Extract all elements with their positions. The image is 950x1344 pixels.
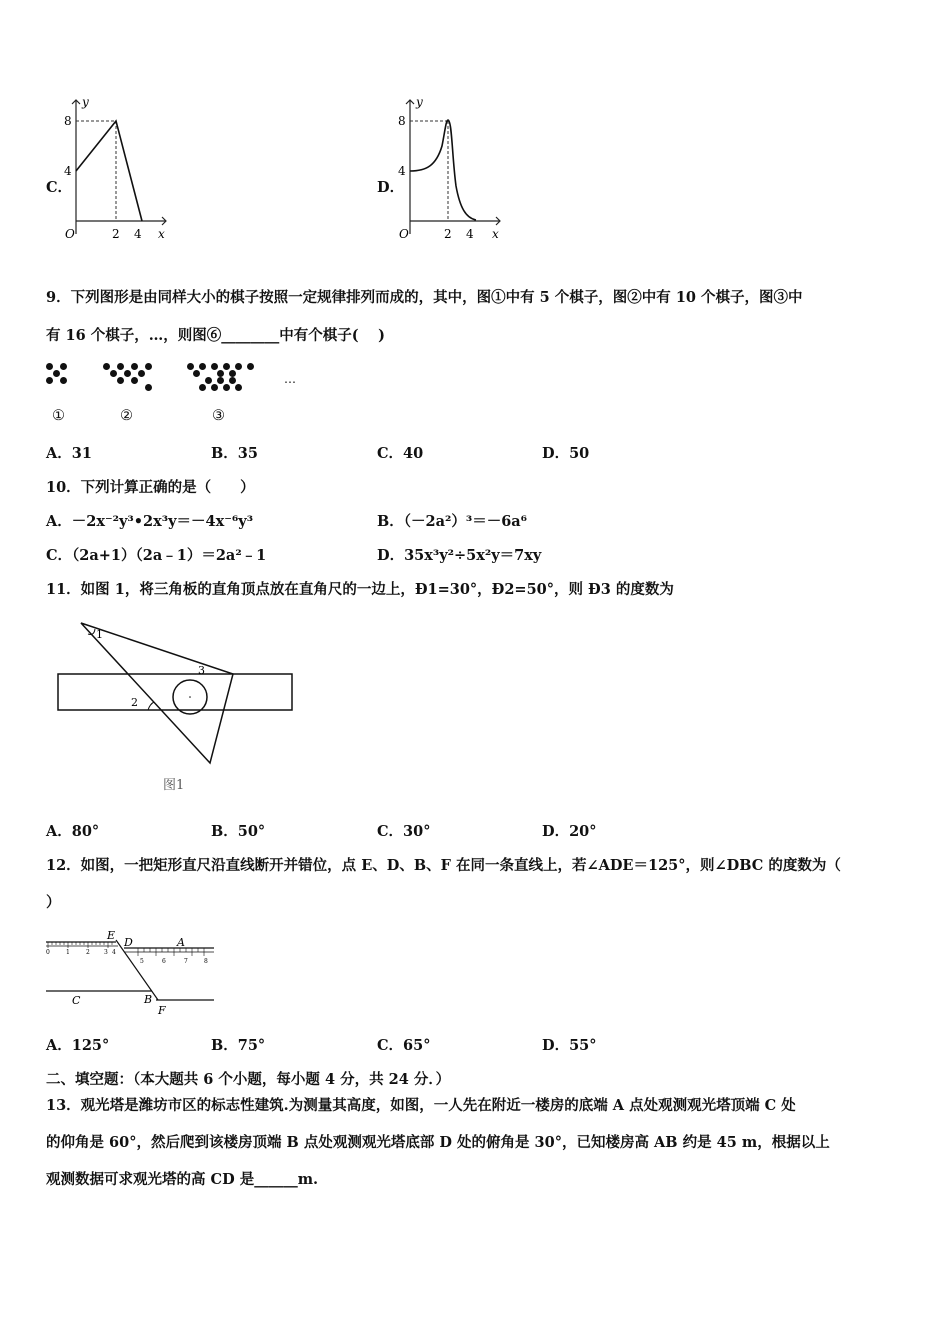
graph-d-x-label: x: [492, 227, 499, 241]
graph-c-y-label: y: [82, 96, 89, 109]
q8-option-d-label[interactable]: D．: [377, 179, 405, 196]
q12-label-a: A: [177, 936, 185, 949]
q11-option-c[interactable]: C．30°: [377, 823, 431, 840]
q11-figure: [50, 614, 300, 804]
graph-c-origin: O: [65, 227, 75, 241]
q10-option-a[interactable]: A．－2x⁻²y³•2x³y＝－4x⁻⁶y³: [46, 513, 254, 530]
q11-option-d[interactable]: D．20°: [542, 823, 597, 840]
q12-figure: [44, 928, 219, 1016]
q9-fig-label-3: ③: [212, 408, 225, 424]
q13-stem-line1: 13．观光塔是潍坊市区的标志性建筑.为测量其高度，如图，一人先在附近一楼房的底端 A 点处观测观光塔顶端 C 处: [46, 1097, 796, 1114]
q12-stem-line1: 12．如图，一把矩形直尺沿直线断开并错位，点 E、D、B、F 在同一条直线上，若∠ADE＝125°，则∠DBC 的度数为（: [46, 857, 841, 874]
svg-text:0: 0: [46, 949, 50, 956]
q12-label-e: E: [107, 929, 116, 942]
section-2-title: 二、填空题：（本大题共 6 个小题，每小题 4 分，共 24 分．）: [46, 1071, 451, 1088]
q9-stem-line1: 9．下列图形是由同样大小的棋子按照一定规律排列而成的，其中，图①中有 5 个棋子，图②中有 10 个棋子，图③中: [46, 289, 803, 306]
q12-option-b[interactable]: B．75°: [211, 1037, 266, 1054]
q11-stem: 11．如图 1，将三角板的直角顶点放在直角尺的一边上，Ð1=30°，Ð2=50°，则 Ð3 的度数为: [46, 581, 674, 598]
q9-option-a[interactable]: A．31: [46, 445, 92, 462]
q11-option-a[interactable]: A．80°: [46, 823, 100, 840]
q12-label-c: C: [72, 994, 81, 1007]
q10-option-c[interactable]: C．（2a+1）（2a﹣1）＝2a²﹣1: [46, 547, 267, 564]
q9-fig-label-1: ①: [52, 408, 65, 424]
q12-option-d[interactable]: D．55°: [542, 1037, 597, 1054]
q11-figure-caption: 图1: [163, 778, 185, 793]
q9-option-c[interactable]: C．40: [377, 445, 424, 462]
graph-d-tick-4: 4: [398, 164, 406, 178]
q9-option-d[interactable]: D．50: [542, 445, 590, 462]
graph-d-tick-x2: 2: [444, 227, 452, 241]
graph-c-tick-x2: 2: [112, 227, 120, 241]
q10-option-d[interactable]: D．35x³y²÷5x²y＝7xy: [377, 547, 542, 564]
q13-stem-line2: 的仰角是 60°，然后爬到该楼房顶端 B 点处观测观光塔底部 D 处的俯角是 30°，已知楼房高 AB 约是 45 m，根据以上: [46, 1134, 830, 1151]
graph-d-y-label: y: [416, 96, 423, 109]
graph-c-tick-x4: 4: [134, 227, 142, 241]
svg-text:8: 8: [204, 958, 208, 965]
svg-text:1: 1: [66, 949, 70, 956]
q9-stem-line2: 有 16 个棋子，…，则图⑥________中有个棋子( ): [46, 327, 386, 344]
q11-option-b[interactable]: B．50°: [211, 823, 266, 840]
q8-graph-c: [62, 96, 174, 246]
q12-option-c[interactable]: C．65°: [377, 1037, 431, 1054]
q8-graph-d: [396, 96, 508, 246]
svg-text:2: 2: [86, 949, 90, 956]
q9-ellipsis: …: [284, 372, 296, 386]
svg-text:5: 5: [140, 958, 144, 965]
graph-c-x-label: x: [158, 227, 165, 241]
q12-label-b: B: [144, 993, 153, 1006]
graph-d-origin: O: [399, 227, 409, 241]
q12-label-d: D: [124, 936, 133, 949]
q10-stem: 10．下列计算正确的是（ ）: [46, 479, 255, 496]
q12-stem-line2: ）: [46, 894, 61, 911]
svg-text:6: 6: [162, 958, 166, 965]
q12-option-a[interactable]: A．125°: [46, 1037, 110, 1054]
graph-c-tick-4: 4: [64, 164, 72, 178]
angle-1-label: 1: [96, 628, 103, 641]
graph-d-tick-x4: 4: [466, 227, 474, 241]
q8-option-c-label[interactable]: C．: [46, 179, 73, 196]
q13-stem-line3: 观测数据可求观光塔的高 CD 是______m.: [46, 1171, 319, 1188]
angle-3-label: 3: [198, 664, 205, 677]
svg-text:4: 4: [112, 949, 116, 956]
svg-text:3: 3: [104, 949, 108, 956]
q9-option-b[interactable]: B．35: [211, 445, 258, 462]
q10-option-b[interactable]: B．（－2a²）³＝－6a⁶: [377, 513, 528, 530]
q12-label-f: F: [158, 1004, 166, 1016]
graph-c-tick-8: 8: [64, 114, 72, 128]
graph-d-tick-8: 8: [398, 114, 406, 128]
set-square-triangle: [81, 623, 233, 763]
angle-2-label: 2: [131, 696, 138, 709]
svg-text:7: 7: [184, 958, 188, 965]
q9-fig-label-2: ②: [120, 408, 133, 424]
